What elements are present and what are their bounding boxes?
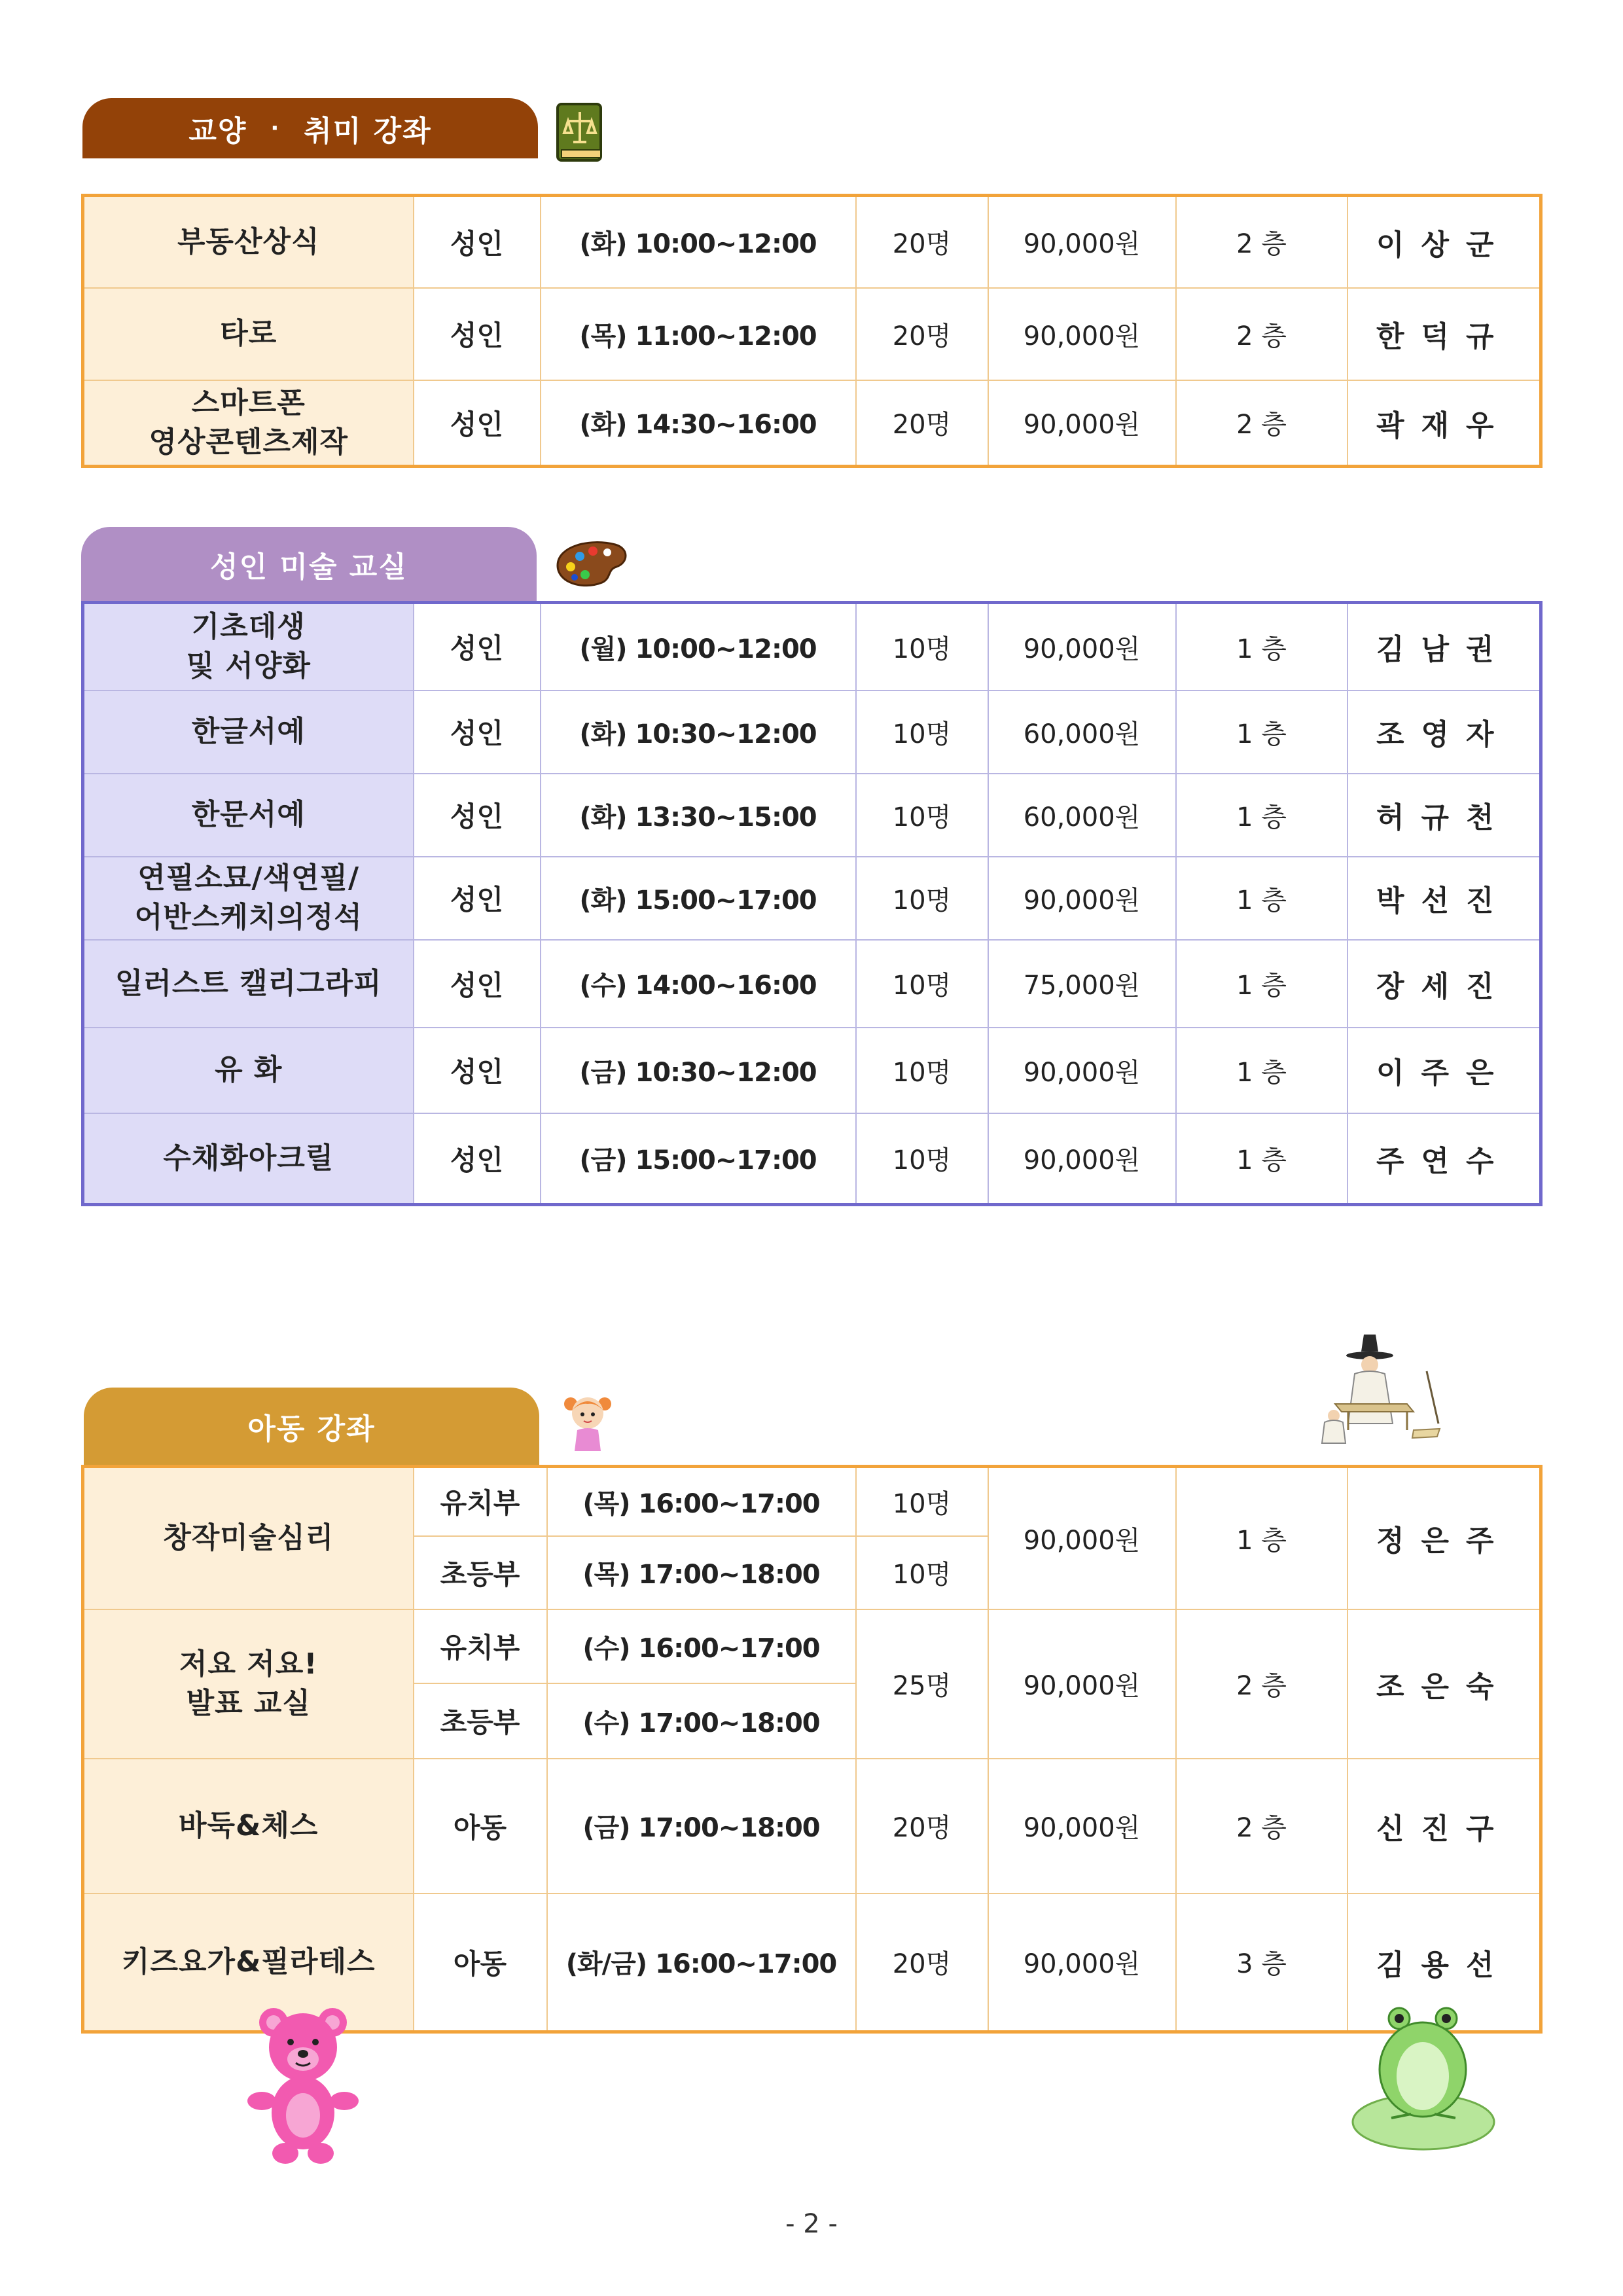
audience: 성인 <box>414 1113 541 1205</box>
floor: 1 층 <box>1176 857 1347 940</box>
fee: 75,000원 <box>988 940 1176 1028</box>
fee: 60,000원 <box>988 691 1176 774</box>
schedule-time: (목) 11:00~12:00 <box>541 288 856 380</box>
table-row <box>83 196 1541 288</box>
course-name-line1: 연필소묘/색연필/ <box>137 861 360 895</box>
table-row <box>83 774 1541 857</box>
instructor: 김남권 <box>1347 603 1541 691</box>
schedule-time: (화) 13:30~15:00 <box>541 774 856 857</box>
schedule-time: (화) 10:30~12:00 <box>541 691 856 774</box>
capacity: 20명 <box>856 288 988 380</box>
fee: 90,000원 <box>988 288 1176 380</box>
course-name-line1: 저요 저요! <box>179 1647 318 1681</box>
course-name <box>83 1609 414 1759</box>
table-row <box>83 1609 1541 1683</box>
section-title: 성인 미술 교실 <box>210 550 408 584</box>
floor: 2 층 <box>1176 1759 1347 1893</box>
course-name-line1: 스마트폰 <box>191 386 306 420</box>
floor: 1 층 <box>1176 774 1347 857</box>
course-name: 일러스트 캘리그라피 <box>83 940 414 1028</box>
instructor: 박선진 <box>1347 857 1541 940</box>
fee: 90,000원 <box>988 196 1176 288</box>
floor: 1 층 <box>1176 940 1347 1028</box>
course-name: 유 화 <box>83 1028 414 1113</box>
course-name: 바둑&체스 <box>83 1759 414 1893</box>
instructor: 한덕규 <box>1347 288 1541 380</box>
audience: 유치부 <box>414 1467 547 1536</box>
capacity: 10명 <box>856 940 988 1028</box>
capacity: 10명 <box>856 1536 988 1609</box>
floor: 1 층 <box>1176 603 1347 691</box>
floor: 2 층 <box>1176 196 1347 288</box>
floor: 2 층 <box>1176 288 1347 380</box>
floor: 2 층 <box>1176 380 1347 467</box>
section-tab-adult-art <box>81 527 537 601</box>
course-name: 키즈요가&필라테스 <box>83 1893 414 2032</box>
teddy-bear-icon <box>247 2003 359 2169</box>
table-row <box>83 940 1541 1028</box>
fee: 90,000원 <box>988 1028 1176 1113</box>
section-title-separator: · <box>270 115 281 141</box>
schedule-time: (월) 10:00~12:00 <box>541 603 856 691</box>
frog-icon <box>1348 2004 1499 2157</box>
course-name <box>83 380 414 467</box>
instructor: 곽재우 <box>1347 380 1541 467</box>
schedule-time: (금) 15:00~17:00 <box>541 1113 856 1205</box>
fee: 90,000원 <box>988 1893 1176 2032</box>
course-name-line2: 어반스케치의정석 <box>134 901 363 934</box>
instructor: 조은숙 <box>1347 1609 1541 1759</box>
audience: 성인 <box>414 603 541 691</box>
audience: 성인 <box>414 774 541 857</box>
adult-art-course-table <box>81 601 1543 1206</box>
schedule-time: (수) 17:00~18:00 <box>547 1683 856 1759</box>
instructor: 장세진 <box>1347 940 1541 1028</box>
floor: 1 층 <box>1176 691 1347 774</box>
audience: 성인 <box>414 857 541 940</box>
course-name: 타로 <box>83 288 414 380</box>
capacity: 20명 <box>856 196 988 288</box>
culture-course-table <box>81 194 1543 468</box>
section-tab-culture <box>82 98 538 158</box>
schedule-time: (화/금) 16:00~17:00 <box>547 1893 856 2032</box>
capacity: 20명 <box>856 1893 988 2032</box>
fee: 90,000원 <box>988 1467 1176 1609</box>
instructor: 조영자 <box>1347 691 1541 774</box>
course-name: 부동산상식 <box>83 196 414 288</box>
fee: 90,000원 <box>988 380 1176 467</box>
section-tab-children <box>84 1388 539 1465</box>
table-row <box>83 1113 1541 1205</box>
section-title: 아동 강좌 <box>247 1412 376 1446</box>
instructor: 신진구 <box>1347 1759 1541 1893</box>
page-number: - 2 - <box>785 2209 838 2239</box>
floor: 1 층 <box>1176 1467 1347 1609</box>
schedule-time: (수) 16:00~17:00 <box>547 1609 856 1683</box>
capacity: 10명 <box>856 857 988 940</box>
course-name: 한문서예 <box>83 774 414 857</box>
course-name-line1: 기초데생 <box>191 610 306 644</box>
schedule-time: (목) 17:00~18:00 <box>547 1536 856 1609</box>
instructor: 이상군 <box>1347 196 1541 288</box>
table-row <box>83 1759 1541 1893</box>
schedule-time: (화) 15:00~17:00 <box>541 857 856 940</box>
capacity: 10명 <box>856 1113 988 1205</box>
schedule-time: (화) 10:00~12:00 <box>541 196 856 288</box>
audience: 초등부 <box>414 1536 547 1609</box>
fee: 90,000원 <box>988 603 1176 691</box>
audience: 성인 <box>414 196 541 288</box>
capacity: 10명 <box>856 603 988 691</box>
instructor: 김용선 <box>1347 1893 1541 2032</box>
course-name-line2: 영상콘텐츠제작 <box>149 425 349 459</box>
instructor: 주연수 <box>1347 1113 1541 1205</box>
instructor: 이주은 <box>1347 1028 1541 1113</box>
book-icon <box>555 101 605 167</box>
audience: 성인 <box>414 691 541 774</box>
scholar-illustration <box>1315 1332 1459 1452</box>
audience: 성인 <box>414 940 541 1028</box>
audience: 성인 <box>414 1028 541 1113</box>
fee: 90,000원 <box>988 1609 1176 1759</box>
table-row <box>83 1467 1541 1536</box>
audience: 아동 <box>414 1759 547 1893</box>
capacity: 20명 <box>856 380 988 467</box>
table-row <box>83 1028 1541 1113</box>
course-name <box>83 857 414 940</box>
child-icon <box>562 1391 614 1459</box>
schedule-time: (금) 10:30~12:00 <box>541 1028 856 1113</box>
instructor: 정은주 <box>1347 1467 1541 1609</box>
audience: 유치부 <box>414 1609 547 1683</box>
section-title-a: 교양 <box>188 115 247 148</box>
table-row <box>83 857 1541 940</box>
table-row <box>83 380 1541 467</box>
palette-icon <box>551 537 630 592</box>
fee: 90,000원 <box>988 1113 1176 1205</box>
course-name <box>83 603 414 691</box>
table-row <box>83 691 1541 774</box>
course-name: 수채화아크릴 <box>83 1113 414 1205</box>
floor: 2 층 <box>1176 1609 1347 1759</box>
floor: 1 층 <box>1176 1113 1347 1205</box>
capacity: 10명 <box>856 774 988 857</box>
course-name-line2: 발표 교실 <box>186 1686 311 1720</box>
fee: 90,000원 <box>988 1759 1176 1893</box>
course-name-line2: 및 서양화 <box>186 649 311 683</box>
instructor: 허규천 <box>1347 774 1541 857</box>
capacity: 10명 <box>856 691 988 774</box>
capacity: 25명 <box>856 1609 988 1759</box>
table-row <box>83 288 1541 380</box>
schedule-time: (금) 17:00~18:00 <box>547 1759 856 1893</box>
schedule-time: (화) 14:30~16:00 <box>541 380 856 467</box>
fee: 90,000원 <box>988 857 1176 940</box>
schedule-time: (목) 16:00~17:00 <box>547 1467 856 1536</box>
floor: 1 층 <box>1176 1028 1347 1113</box>
floor: 3 층 <box>1176 1893 1347 2032</box>
section-title-b: 취미 강좌 <box>304 115 432 148</box>
table-row <box>83 603 1541 691</box>
capacity: 10명 <box>856 1467 988 1536</box>
audience: 아동 <box>414 1893 547 2032</box>
audience: 성인 <box>414 380 541 467</box>
capacity: 10명 <box>856 1028 988 1113</box>
course-name: 창작미술심리 <box>83 1467 414 1609</box>
audience: 성인 <box>414 288 541 380</box>
audience: 초등부 <box>414 1683 547 1759</box>
schedule-time: (수) 14:00~16:00 <box>541 940 856 1028</box>
course-name: 한글서예 <box>83 691 414 774</box>
fee: 60,000원 <box>988 774 1176 857</box>
capacity: 20명 <box>856 1759 988 1893</box>
children-course-table <box>81 1465 1543 2034</box>
